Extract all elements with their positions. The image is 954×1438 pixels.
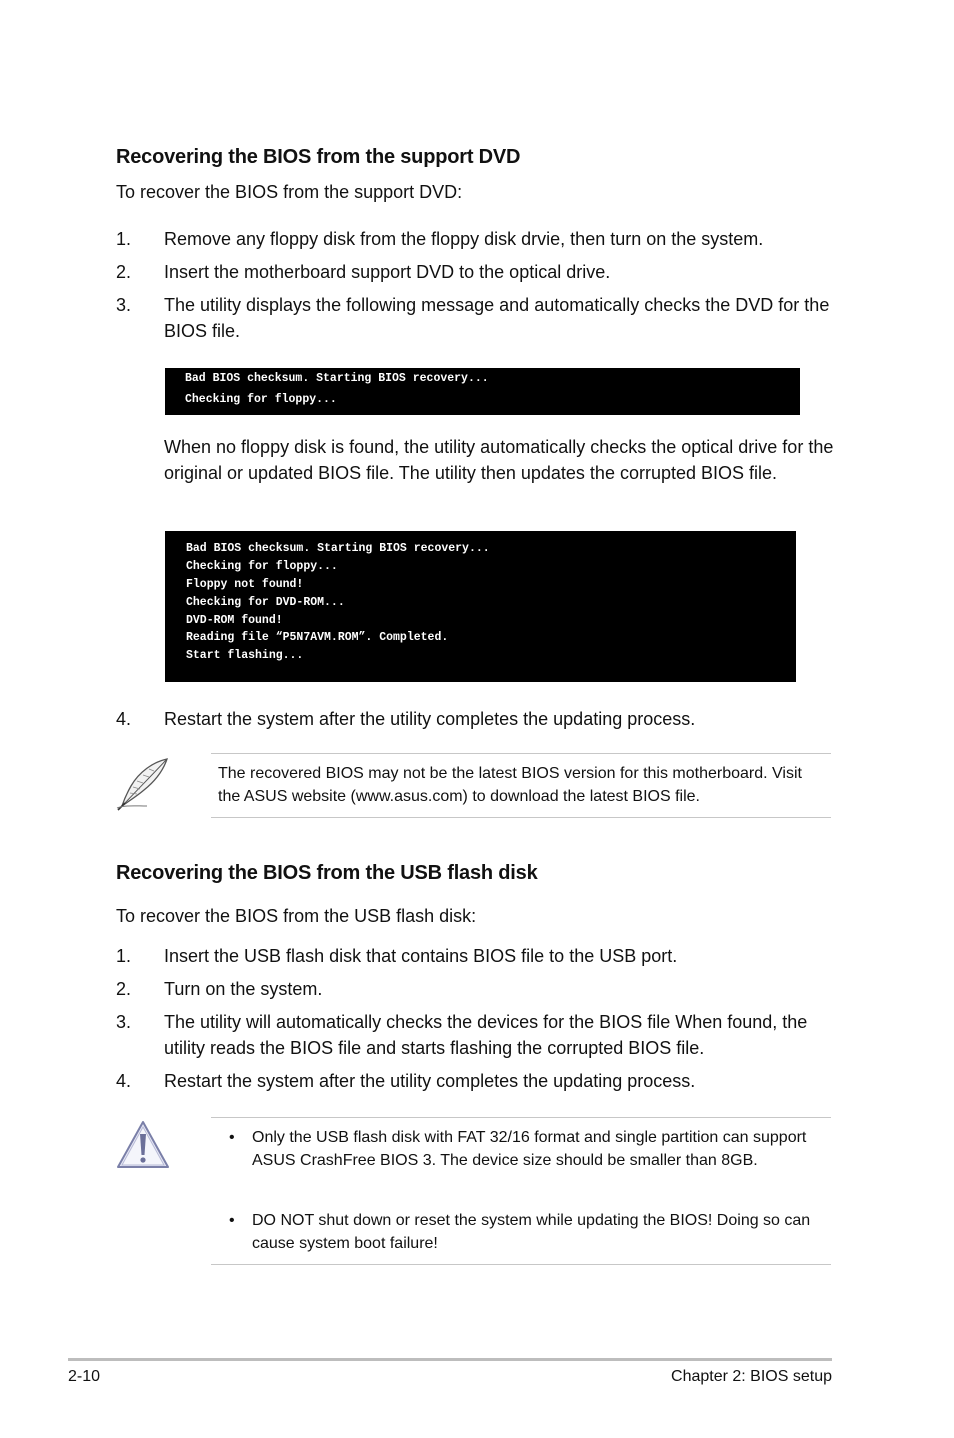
console-line: Checking for floppy... — [185, 393, 337, 406]
console-line: Floppy not found! — [186, 578, 304, 591]
step-text: Remove any floppy disk from the floppy disk drvie, then turn on the system. — [164, 229, 764, 249]
intro-text-dvd: To recover the BIOS from the support DVD: — [116, 182, 463, 202]
step-number: 4. — [116, 1071, 132, 1091]
warning-box — [211, 1117, 831, 1265]
console-line: Bad BIOS checksum. Starting BIOS recovery... — [185, 372, 489, 385]
step-text: Restart the system after the utility completes the updating process. — [164, 709, 696, 729]
step-text: The utility displays the following message and automatically checks the DVD for the BIOS file. — [164, 295, 830, 341]
note-text: The recovered BIOS may not be the latest BIOS version for this motherboard. Visit the ASUS website (www.asus.com) to download the latest BIOS file. — [218, 765, 802, 805]
step-text: Restart the system after the utility completes the updating process. — [164, 1071, 696, 1091]
step-text: Insert the USB flash disk that contains BIOS file to the USB port. — [164, 946, 678, 966]
console-line: Checking for floppy... — [186, 560, 338, 573]
step-number: 1. — [116, 229, 132, 249]
warning-exclamation-icon — [114, 1118, 172, 1172]
explanation-paragraph: When no floppy disk is found, the utility automatically checks the optical drive for the original or updated BIOS file. The utility then updates the corrupted BIOS file. — [164, 437, 834, 483]
warning-item: Only the USB flash disk with FAT 32/16 format and single partition can support ASUS CrashFree BIOS 3. The device size should be smaller than 8GB. — [252, 1129, 807, 1169]
section-heading-dvd: Recovering the BIOS from the support DVD — [116, 146, 521, 168]
step-number: 2. — [116, 979, 132, 999]
console-line: DVD-ROM found! — [186, 614, 283, 627]
console-line: Checking for DVD-ROM... — [186, 596, 345, 609]
console-output-1 — [165, 368, 800, 415]
warning-item: DO NOT shut down or reset the system while updating the BIOS! Doing so can cause system boot failure! — [252, 1212, 811, 1252]
console-output-2 — [165, 531, 796, 682]
console-line: Start flashing... — [186, 649, 304, 662]
step-text: Insert the motherboard support DVD to the optical drive. — [164, 262, 611, 282]
bullet-marker: • — [229, 1212, 235, 1229]
step-number: 1. — [116, 946, 132, 966]
step-number: 4. — [116, 709, 132, 729]
step-number: 3. — [116, 295, 132, 315]
feather-pen-icon — [113, 756, 173, 812]
chapter-title: Chapter 2: BIOS setup — [671, 1368, 832, 1385]
page-number: 2-10 — [68, 1368, 101, 1385]
footer-rule — [68, 1358, 832, 1361]
step-text: Turn on the system. — [164, 979, 323, 999]
step-text: The utility will automatically checks the devices for the BIOS file When found, the utility reads the BIOS file and starts flashing the corrupted BIOS file. — [164, 1012, 808, 1058]
step-number: 3. — [116, 1012, 132, 1032]
note-box — [211, 753, 831, 818]
bullet-marker: • — [229, 1129, 235, 1146]
console-line: Reading file “P5N7AVM.ROM”. Completed. — [186, 631, 449, 644]
console-line: Bad BIOS checksum. Starting BIOS recovery... — [186, 542, 490, 555]
intro-text-usb: To recover the BIOS from the USB flash disk: — [116, 906, 477, 926]
step-number: 2. — [116, 262, 132, 282]
section-heading-usb: Recovering the BIOS from the USB flash disk — [116, 862, 538, 884]
